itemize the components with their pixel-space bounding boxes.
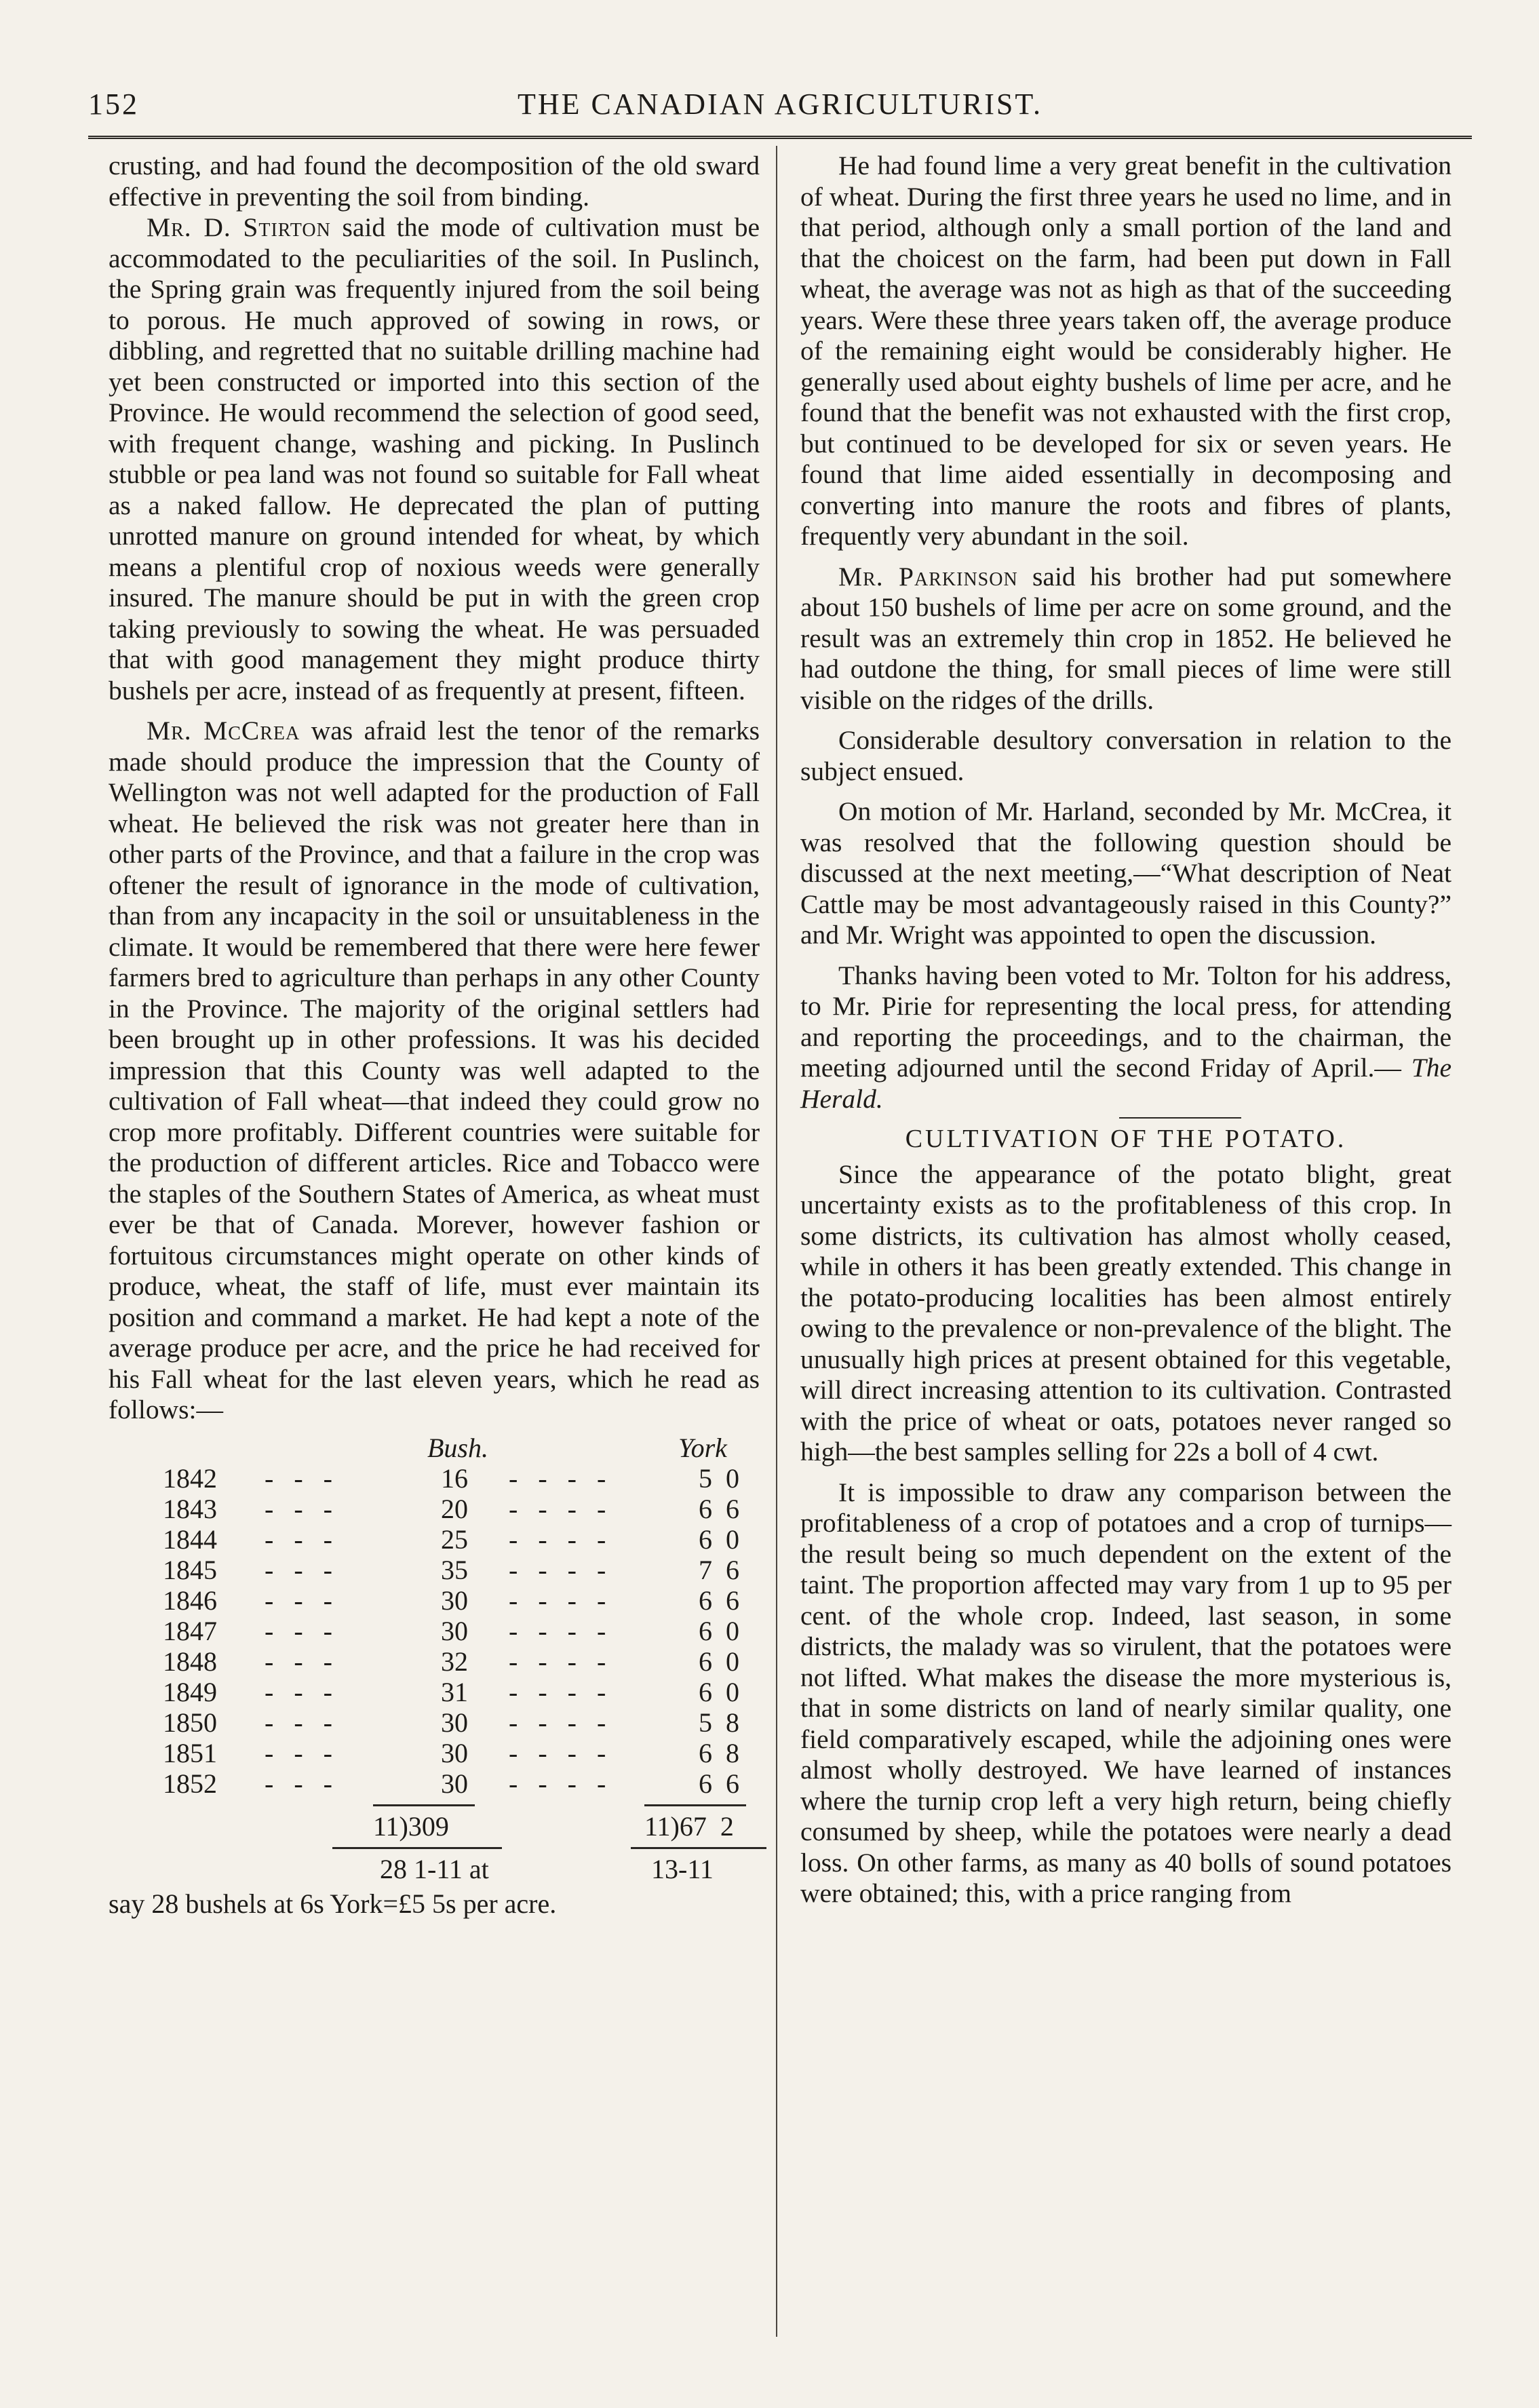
source-credit: The Herald. (800, 1053, 1452, 1114)
spacer (109, 706, 760, 716)
speaker-name: Mr. D. Stirton (147, 212, 331, 242)
paragraph (109, 212, 760, 706)
paragraph-text: said the mode of cultivation must be accommodated to the peculiarities of the soil. In Puslinch, the Spring grain was frequently injured from the soil being to porous. He much approved of sowing in rows, or dibbling, and regretted that no suitable drilling machine had yet been constructed or imported into this section of the Province. He would recommend the selection of good seed, with frequent change, washing and picking. In Puslinch stubble or pea land was not found so suitable for Fall wheat as a naked fallow. He deprecated the plan of putting unrotted manure on ground intended for wheat, by which means a plentiful crop of noxious weeds were generally insured. The manure should be put in with the green crop taking previously to sowing the wheat. He was persuaded that with good management they might produce thirty bushels per acre, instead of as frequently at present, fifteen. (109, 212, 760, 705)
leader-dashes: - - - - (509, 1462, 606, 1494)
page-number: 152 (88, 88, 139, 121)
section-title: CULTIVATION OF THE POTATO. (905, 1125, 1347, 1153)
publication-title: THE CANADIAN AGRICULTURIST. (518, 88, 1043, 121)
speaker-name: Mr. McCrea (147, 716, 300, 745)
section-rule (1119, 1117, 1241, 1119)
year-cell: 1844 (163, 1523, 217, 1555)
paragraph: On motion of Mr. Harland, seconded by Mr. McCrea, it was resolved that the following question should be discussed at the next meeting,—“What description of Neat Cattle may be most advantageously raised in this County?” and Mr. Wright was appointed to open the discussion. (800, 796, 1452, 950)
table-row (109, 1854, 760, 1884)
leader-dashes: - - - (265, 1707, 332, 1738)
year-cell: 1846 (163, 1585, 217, 1616)
bushels-cell: 30 (441, 1585, 468, 1616)
spacer (800, 787, 1452, 796)
right-column (800, 151, 1452, 1909)
table-row (109, 1494, 760, 1524)
paragraph-text: was afraid lest the tenor of the remarks made should produce the impression that the County of Wellington was not well adapted for the production of Fall wheat. He believed the risk was not greater here than in other parts of the Province, and that a failure in the crop was oftener the result of ignorance in the mode of cultivation, than from any incapacity in the soil or unsuitableness in the climate. It would be remembered that there were here fewer farmers bred to agriculture than perhaps in any other County in the Province. The majority of the original settlers had been brought up in other professions. It was his decided impression that this County was well adapted to the cultivation of Fall wheat—that indeed they could grow no crop more profitably. Different countries were suitable for the production of different articles. Rice and Tobacco were the staples of the Southern States of America, as wheat must ever be that of Canada. Morever, however fashion or fortuitous circumstances might operate on other kinds of produce, wheat, the staff of life, must ever maintain its position and command a market. He had kept a note of the average produce per acre, and the price he had received for his Fall wheat for the last eleven years, which he read as follows:— (109, 716, 760, 1424)
sum-bush: 11)309 (373, 1810, 449, 1842)
york-price-cell: 6 0 (699, 1646, 739, 1677)
spacer (800, 552, 1452, 562)
paragraph-text: Thanks having been voted to Mr. Tolton for his address, to Mr. Pirie for representing the local press, for attending and reporting the proceedings, and to the chairman, the meeting adjourned until the second Friday of April.— (800, 960, 1452, 1083)
year-cell: 1849 (163, 1676, 217, 1707)
leader-dashes: - - - - (509, 1585, 606, 1616)
leader-dashes: - - - - (509, 1707, 606, 1738)
york-price-cell: 5 0 (699, 1462, 739, 1494)
table-row (109, 1646, 760, 1677)
york-price-cell: 6 0 (699, 1676, 739, 1707)
sum-rule (109, 1842, 760, 1854)
bushels-cell: 31 (441, 1676, 468, 1707)
leader-dashes: - - - (265, 1646, 332, 1677)
york-price-cell: 6 0 (699, 1523, 739, 1555)
york-price-cell: 6 6 (699, 1768, 739, 1799)
leader-dashes: - - - - (509, 1493, 606, 1524)
york-price-cell: 5 8 (699, 1707, 739, 1738)
year-cell: 1848 (163, 1646, 217, 1677)
column-header-york: York (678, 1432, 727, 1463)
year-cell: 1842 (163, 1462, 217, 1494)
bushels-cell: 25 (441, 1523, 468, 1555)
year-cell: 1852 (163, 1768, 217, 1799)
table-row (109, 1585, 760, 1616)
bushels-cell: 30 (441, 1768, 468, 1799)
paragraph (800, 562, 1452, 716)
year-cell: 1845 (163, 1554, 217, 1585)
leader-dashes: - - - (265, 1585, 332, 1616)
leader-dashes: - - - (265, 1676, 332, 1707)
table-conclusion: say 28 bushels at 6s York=£5 5s per acre. (109, 1888, 557, 1919)
bushels-cell: 30 (441, 1615, 468, 1646)
leader-dashes: - - - (265, 1523, 332, 1555)
table-row (109, 1707, 760, 1738)
year-cell: 1843 (163, 1493, 217, 1524)
york-price-cell: 6 6 (699, 1585, 739, 1616)
bushels-cell: 32 (441, 1646, 468, 1677)
bushels-cell: 16 (441, 1462, 468, 1494)
left-column (109, 151, 760, 1919)
leader-dashes: - - - - (509, 1523, 606, 1555)
paragraph: crusting, and had found the decomposition of the old sward effective in preventing the soil from binding. (109, 151, 760, 212)
wheat-produce-table (109, 1433, 760, 1919)
leader-dashes: - - - - (509, 1676, 606, 1707)
year-cell: 1851 (163, 1737, 217, 1768)
table-row (109, 1524, 760, 1555)
spacer (800, 716, 1452, 725)
table-row (109, 1811, 760, 1842)
table-header (109, 1433, 760, 1463)
table-rows (109, 1463, 760, 1799)
table-row (109, 1555, 760, 1585)
york-price-cell: 6 6 (699, 1493, 739, 1524)
sum-york: 11)67 2 (644, 1810, 734, 1842)
leader-dashes: - - - (265, 1493, 332, 1524)
bushels-cell: 30 (441, 1737, 468, 1768)
table-row (109, 1677, 760, 1707)
running-header (88, 87, 1472, 134)
speaker-name: Mr. Parkinson (838, 561, 1018, 591)
paragraph (109, 716, 760, 1426)
leader-dashes: - - - - (509, 1615, 606, 1646)
leader-dashes: - - - - (509, 1554, 606, 1585)
header-rule (88, 136, 1472, 139)
column-header-bush: Bush. (427, 1432, 488, 1463)
bushels-cell: 30 (441, 1707, 468, 1738)
leader-dashes: - - - (265, 1768, 332, 1799)
table-row (109, 1463, 760, 1494)
york-price-cell: 7 6 (699, 1554, 739, 1585)
average-york: 13-11 (651, 1853, 714, 1884)
york-price-cell: 6 0 (699, 1615, 739, 1646)
year-cell: 1847 (163, 1615, 217, 1646)
paragraph: Since the appearance of the potato blight, great uncertainty exists as to the profitableness of this crop. In some districts, its cultivation has almost wholly ceased, while in others it has been greatly extended. This change in the potato-producing localities has been almost entirely owing to the prevalence or non-prevalence of the blight. The unusually high prices at present obtained for this vegetable, will direct increasing attention to its cultivation. Contrasted with the price of wheat or oats, potatoes never ranged so high—the best samples selling for 22s a boll of 4 cwt. (800, 1159, 1452, 1467)
leader-dashes: - - - - (509, 1768, 606, 1799)
sum-rule (109, 1799, 760, 1811)
bushels-cell: 20 (441, 1493, 468, 1524)
year-cell: 1850 (163, 1707, 217, 1738)
leader-dashes: - - - (265, 1615, 332, 1646)
paragraph: It is impossible to draw any comparison between the profitableness of a crop of potatoes and a crop of turnips—the result being so much dependent on the extent of the taint. The proportion affected may vary from 1 up to 95 per cent. of the whole crop. Indeed, last season, in some districts, the malady was so virulent, that the potatoes were not lifted. What makes the disease the more mysterious is, that in some districts on land of nearly similar quality, one field comparatively escaped, while the adjoining ones were almost wholly destroyed. We have learned of instances where the turnip crop left a very high return, being chiefly consumed by sheep, while the potatoes were nearly a dead loss. On other farms, as many as 40 bolls of sound potatoes were obtained; this, with a price ranging from (800, 1477, 1452, 1908)
spacer (800, 951, 1452, 960)
paragraph: Considerable desultory conversation in relation to the subject ensued. (800, 725, 1452, 786)
leader-dashes: - - - (265, 1462, 332, 1494)
spacer (800, 1468, 1452, 1477)
table-row (109, 1768, 760, 1799)
leader-dashes: - - - - (509, 1646, 606, 1677)
paragraph: He had found lime a very great benefit in the cultivation of wheat. During the first three years he used no lime, and in that period, although only a small portion of the land and that the choicest on the farm, had been put down in Fall wheat, the average was not as high as that of the succeeding years. Were these three years taken off, the average produce of the remaining eight would be considerably higher. He generally used about eighty bushels of lime per acre, and he found that the benefit was not exhausted with the first crop, but continued to be developed for six or seven years. He found that lime aided essentially in decomposing and converting into manure the roots and fibres of plants, frequently very abundant in the soil. (800, 151, 1452, 551)
paragraph (800, 960, 1452, 1115)
column-divider (776, 146, 777, 2337)
leader-dashes: - - - - (509, 1737, 606, 1768)
bushels-cell: 35 (441, 1554, 468, 1585)
table-row (109, 1738, 760, 1768)
average-bush: 28 1-11 at (380, 1853, 489, 1884)
leader-dashes: - - - (265, 1737, 332, 1768)
york-price-cell: 6 8 (699, 1737, 739, 1768)
paragraph-text: said his brother had put somewhere about 150 bushels of lime per acre on some ground, and the result was an extremely thin crop in 1852. He believed he had outdone the thing, for small pieces of lime were still visible on the ridges of the drills. (800, 561, 1452, 715)
table-row (109, 1616, 760, 1646)
leader-dashes: - - - (265, 1554, 332, 1585)
